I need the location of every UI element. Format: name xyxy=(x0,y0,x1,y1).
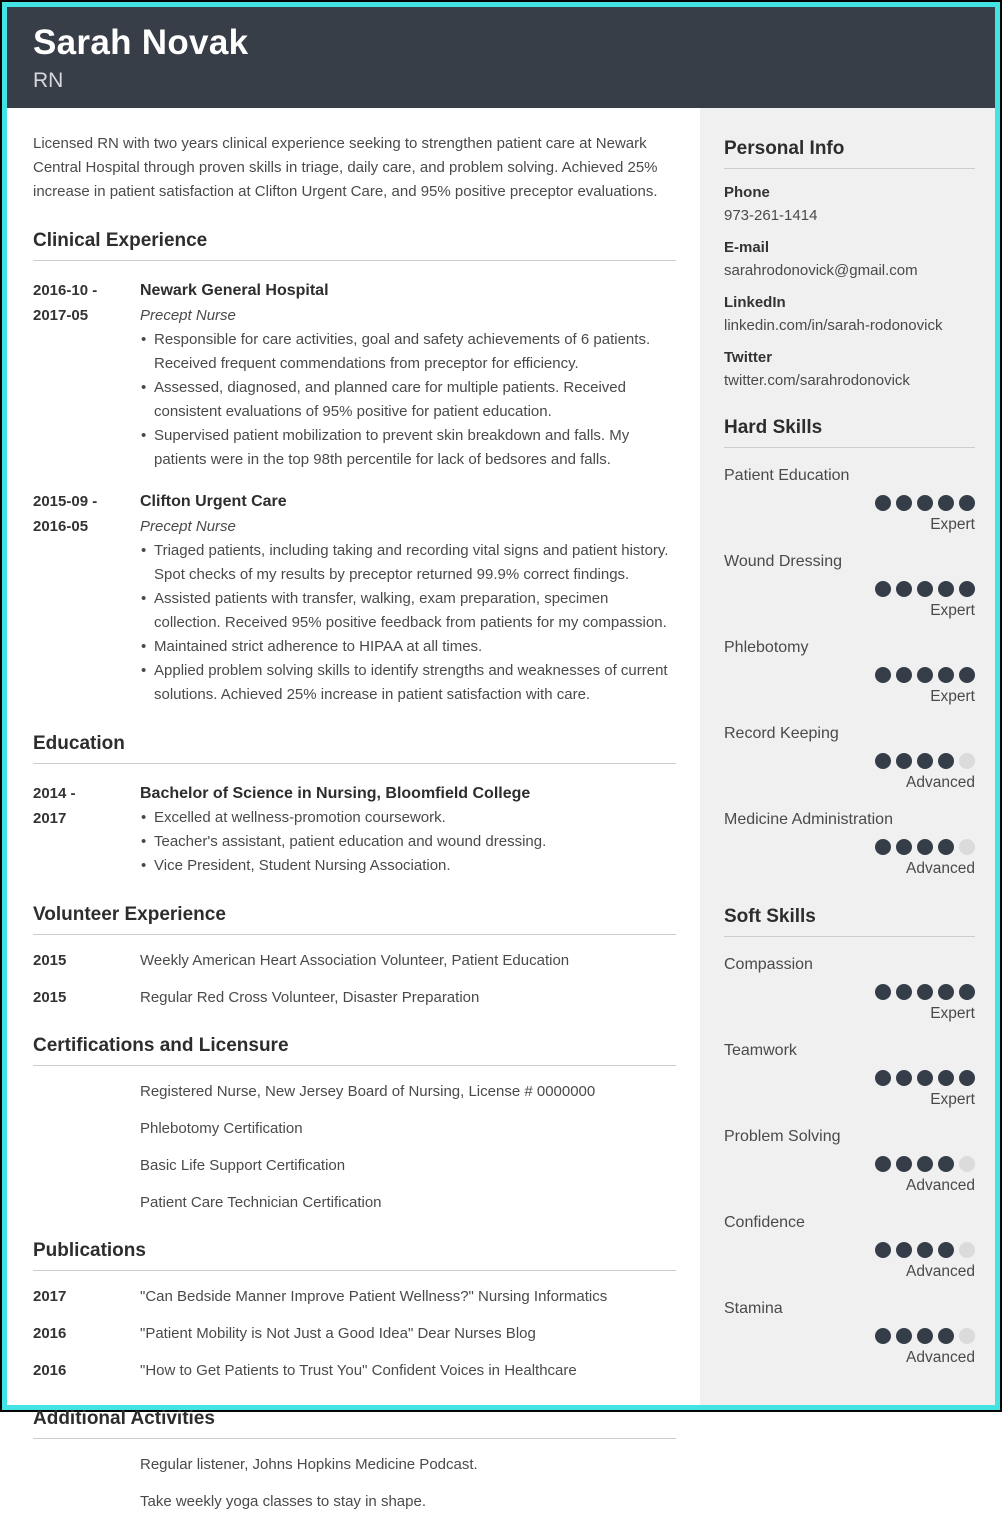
certification-row xyxy=(33,1118,676,1140)
rating-dot-filled xyxy=(896,984,912,1000)
rating-dot-filled xyxy=(896,495,912,511)
rating-dot-filled xyxy=(875,839,891,855)
skill-level: Advanced xyxy=(906,860,975,877)
rating-dot-filled xyxy=(938,581,954,597)
additional-row xyxy=(33,1454,676,1476)
skill-item xyxy=(724,1214,975,1281)
resume-body xyxy=(7,108,995,1510)
additional-row xyxy=(33,1491,676,1513)
personal-info-field xyxy=(724,184,975,224)
certification-text: Patient Care Technician Certification xyxy=(140,1194,382,1211)
skill-rating-dots xyxy=(724,667,975,683)
experience-entry xyxy=(33,489,676,707)
date-start: 2016-10 - xyxy=(33,282,98,299)
rating-dot-filled xyxy=(875,1328,891,1344)
role-title: Precept Nurse xyxy=(140,518,236,535)
rating-dot-filled xyxy=(896,753,912,769)
rating-dot-filled xyxy=(917,839,933,855)
sidebar-heading-personal-info: Personal Info xyxy=(724,138,975,169)
bullet-item: • Applied problem solving skills to identify strengths and weaknesses of current solutions. Achieved 25% increase in patient satisfaction with care. xyxy=(140,659,676,707)
rating-dot-filled xyxy=(896,1070,912,1086)
email-label: E-mail xyxy=(724,239,770,256)
rating-dot-filled xyxy=(938,753,954,769)
rating-dot-filled xyxy=(959,495,975,511)
section-heading-certifications: Certifications and Licensure xyxy=(33,1035,676,1066)
rating-dot-filled xyxy=(917,753,933,769)
rating-dot-filled xyxy=(896,1156,912,1172)
bullet-item: • Responsible for care activities, goal and safety achievements of 6 patients. Received frequent commendations from preceptor for efficiency. xyxy=(140,328,676,376)
rating-dot-filled xyxy=(959,667,975,683)
degree-name: Bachelor of Science in Nursing, Bloomfield College xyxy=(140,785,531,802)
bullet-item: • Assisted patients with transfer, walking, exam preparation, specimen collection. Received 95% positive feedback from patients for my compassion. xyxy=(140,587,676,635)
twitter-label: Twitter xyxy=(724,349,773,366)
bullet-item: • Assessed, diagnosed, and planned care for multiple patients. Received consistent evaluations of 95% positive for patient education. xyxy=(140,376,676,424)
certification-row xyxy=(33,1081,676,1103)
bullet-item: • Excelled at wellness-promotion coursework. xyxy=(140,806,676,830)
volunteer-year: 2015 xyxy=(33,952,67,969)
phone-label: Phone xyxy=(724,184,770,201)
experience-dates xyxy=(33,278,140,472)
volunteer-text: Regular Red Cross Volunteer, Disaster Preparation xyxy=(140,989,480,1006)
experience-details xyxy=(140,278,676,472)
certification-row xyxy=(33,1192,676,1214)
resume-header xyxy=(7,7,995,108)
linkedin-label: LinkedIn xyxy=(724,294,786,311)
rating-dot-filled xyxy=(917,667,933,683)
rating-dot-empty xyxy=(959,1328,975,1344)
publication-row xyxy=(33,1360,676,1382)
skill-item xyxy=(724,1300,975,1367)
skill-name: Teamwork xyxy=(724,1042,797,1059)
sidebar xyxy=(700,108,995,1405)
rating-dot-filled xyxy=(875,1070,891,1086)
skill-rating-dots xyxy=(724,839,975,855)
skill-item xyxy=(724,811,975,878)
skill-rating-dots xyxy=(724,581,975,597)
publication-row xyxy=(33,1323,676,1345)
rating-dot-filled xyxy=(896,1242,912,1258)
additional-text: Take weekly yoga classes to stay in shape. xyxy=(140,1493,426,1510)
additional-text: Regular listener, Johns Hopkins Medicine Podcast. xyxy=(140,1456,478,1473)
skill-item xyxy=(724,725,975,792)
volunteer-year: 2015 xyxy=(33,989,67,1006)
education-dates xyxy=(33,781,140,878)
rating-dot-filled xyxy=(875,1156,891,1172)
rating-dot-empty xyxy=(959,839,975,855)
skill-item xyxy=(724,467,975,534)
summary-paragraph: Licensed RN with two years clinical experience seeking to strengthen patient care at Newark Central Hospital through proven skills in triage, daily care, and problem solving. Achieved 25% increase in patient satisfaction at Clifton Urgent Care, and 95% positive preceptor evaluations. xyxy=(33,135,658,200)
company-name: Clifton Urgent Care xyxy=(140,493,287,510)
skill-item xyxy=(724,639,975,706)
certification-text: Registered Nurse, New Jersey Board of Nursing, License # 0000000 xyxy=(140,1083,596,1100)
section-heading-education: Education xyxy=(33,733,676,764)
skill-name: Patient Education xyxy=(724,467,850,484)
rating-dot-filled xyxy=(938,667,954,683)
date-start: 2015-09 - xyxy=(33,493,98,510)
skill-rating-dots xyxy=(724,1242,975,1258)
publication-text: "Can Bedside Manner Improve Patient Wellness?" Nursing Informatics xyxy=(140,1288,608,1305)
rating-dot-filled xyxy=(875,667,891,683)
education-details xyxy=(140,781,676,878)
skill-level: Expert xyxy=(930,516,975,533)
volunteer-row xyxy=(33,950,676,972)
rating-dot-filled xyxy=(896,667,912,683)
personal-info-field xyxy=(724,239,975,279)
personal-info-field xyxy=(724,349,975,389)
rating-dot-filled xyxy=(938,839,954,855)
rating-dot-filled xyxy=(917,581,933,597)
company-name: Newark General Hospital xyxy=(140,282,329,299)
volunteer-text: Weekly American Heart Association Volunteer, Patient Education xyxy=(140,952,570,969)
skill-level: Expert xyxy=(930,688,975,705)
skill-level: Expert xyxy=(930,1005,975,1022)
candidate-title: RN xyxy=(33,69,64,92)
bullet-item: • Triaged patients, including taking and recording vital signs and patient history. Spot checks of my results by preceptor returned 99.9% correct findings. xyxy=(140,539,676,587)
skill-name: Confidence xyxy=(724,1214,805,1231)
rating-dot-filled xyxy=(938,1328,954,1344)
date-end: 2016-05 xyxy=(33,518,89,535)
publication-year: 2016 xyxy=(33,1362,67,1379)
skill-name: Stamina xyxy=(724,1300,783,1317)
rating-dot-filled xyxy=(938,1070,954,1086)
email-value: sarahrodonovick@gmail.com xyxy=(724,262,918,279)
twitter-value: twitter.com/sarahrodonovick xyxy=(724,372,910,389)
skill-name: Record Keeping xyxy=(724,725,839,742)
section-heading-publications: Publications xyxy=(33,1240,676,1271)
certification-text: Basic Life Support Certification xyxy=(140,1157,346,1174)
candidate-name: Sarah Novak xyxy=(33,23,249,62)
skill-rating-dots xyxy=(724,1070,975,1086)
rating-dot-filled xyxy=(875,753,891,769)
skill-name: Phlebotomy xyxy=(724,639,809,656)
skill-name: Problem Solving xyxy=(724,1128,841,1145)
experience-details xyxy=(140,489,676,707)
rating-dot-empty xyxy=(959,753,975,769)
education-bullets xyxy=(140,806,676,878)
date-end: 2017 xyxy=(33,810,67,827)
rating-dot-filled xyxy=(917,1070,933,1086)
rating-dot-filled xyxy=(959,984,975,1000)
rating-dot-empty xyxy=(959,1242,975,1258)
skill-item xyxy=(724,1042,975,1109)
skill-level: Advanced xyxy=(906,774,975,791)
rating-dot-filled xyxy=(938,495,954,511)
section-heading-volunteer: Volunteer Experience xyxy=(33,904,676,935)
skill-rating-dots xyxy=(724,1156,975,1172)
rating-dot-filled xyxy=(917,1328,933,1344)
volunteer-row xyxy=(33,987,676,1009)
date-start: 2014 - xyxy=(33,785,76,802)
main-column xyxy=(7,108,700,1510)
personal-info-field xyxy=(724,294,975,334)
phone-value: 973-261-1414 xyxy=(724,207,818,224)
skill-name: Wound Dressing xyxy=(724,553,842,570)
rating-dot-filled xyxy=(896,839,912,855)
rating-dot-filled xyxy=(875,1242,891,1258)
section-heading-clinical-experience: Clinical Experience xyxy=(33,230,676,261)
publication-text: "Patient Mobility is Not Just a Good Idea" Dear Nurses Blog xyxy=(140,1325,536,1342)
certification-text: Phlebotomy Certification xyxy=(140,1120,303,1137)
skill-level: Advanced xyxy=(906,1177,975,1194)
publication-row xyxy=(33,1286,676,1308)
certification-row xyxy=(33,1155,676,1177)
skill-rating-dots xyxy=(724,495,975,511)
skill-name: Medicine Administration xyxy=(724,811,893,828)
publication-text: "How to Get Patients to Trust You" Confident Voices in Healthcare xyxy=(140,1362,577,1379)
rating-dot-filled xyxy=(959,1070,975,1086)
section-heading-additional: Additional Activities xyxy=(33,1408,676,1439)
rating-dot-empty xyxy=(959,1156,975,1172)
rating-dot-filled xyxy=(938,1156,954,1172)
skill-name: Compassion xyxy=(724,956,813,973)
sidebar-heading-soft-skills: Soft Skills xyxy=(724,906,975,937)
publication-year: 2016 xyxy=(33,1325,67,1342)
education-entry xyxy=(33,781,676,878)
rating-dot-filled xyxy=(917,1156,933,1172)
rating-dot-filled xyxy=(917,984,933,1000)
role-title: Precept Nurse xyxy=(140,307,236,324)
date-end: 2017-05 xyxy=(33,307,89,324)
rating-dot-filled xyxy=(875,581,891,597)
rating-dot-filled xyxy=(896,581,912,597)
skill-item xyxy=(724,1128,975,1195)
skill-level: Expert xyxy=(930,1091,975,1108)
sidebar-heading-hard-skills: Hard Skills xyxy=(724,417,975,448)
skill-rating-dots xyxy=(724,984,975,1000)
resume-page-inner xyxy=(2,2,1000,1510)
rating-dot-filled xyxy=(917,1242,933,1258)
experience-bullets xyxy=(140,539,676,707)
skill-rating-dots xyxy=(724,1328,975,1344)
rating-dot-filled xyxy=(896,1328,912,1344)
bullet-item: • Teacher's assistant, patient education and wound dressing. xyxy=(140,830,676,854)
bullet-item: • Maintained strict adherence to HIPAA at all times. xyxy=(140,635,676,659)
rating-dot-filled xyxy=(917,495,933,511)
linkedin-value: linkedin.com/in/sarah-rodonovick xyxy=(724,317,943,334)
rating-dot-filled xyxy=(938,1242,954,1258)
skill-level: Advanced xyxy=(906,1349,975,1366)
skill-rating-dots xyxy=(724,753,975,769)
bullet-item: • Supervised patient mobilization to prevent skin breakdown and falls. My patients were in the top 98th percentile for lack of bedsores and falls. xyxy=(140,424,676,472)
rating-dot-filled xyxy=(875,495,891,511)
skill-item xyxy=(724,956,975,1023)
skill-level: Expert xyxy=(930,602,975,619)
skill-level: Advanced xyxy=(906,1263,975,1280)
skill-item xyxy=(724,553,975,620)
experience-entry xyxy=(33,278,676,472)
rating-dot-filled xyxy=(875,984,891,1000)
experience-dates xyxy=(33,489,140,707)
rating-dot-filled xyxy=(938,984,954,1000)
rating-dot-filled xyxy=(959,581,975,597)
experience-bullets xyxy=(140,328,676,472)
bullet-item: • Vice President, Student Nursing Association. xyxy=(140,854,676,878)
publication-year: 2017 xyxy=(33,1288,67,1305)
